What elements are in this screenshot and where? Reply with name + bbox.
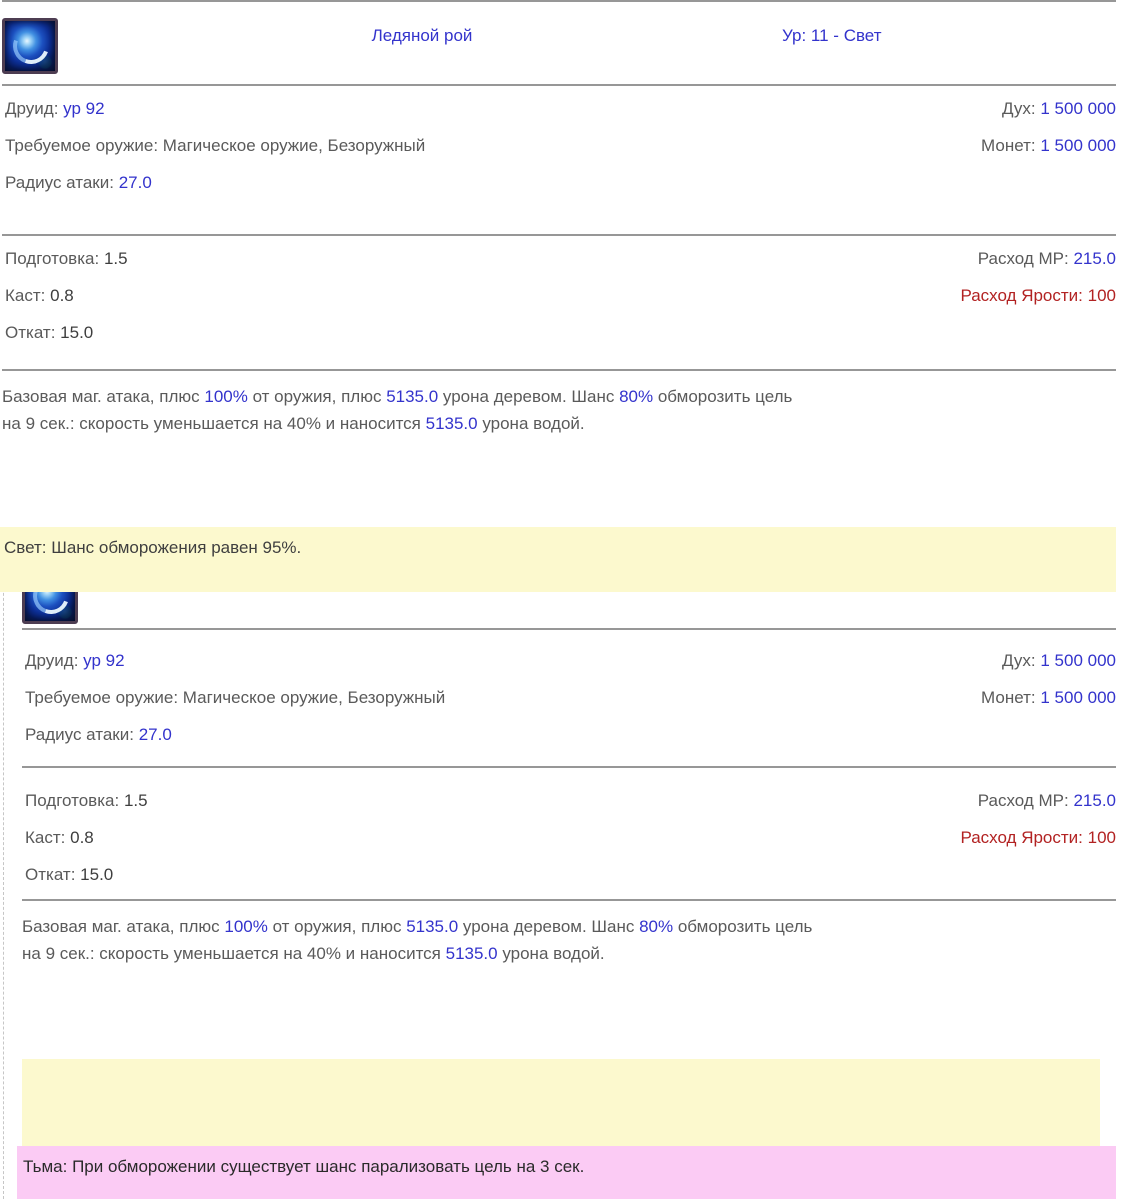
cast-label: Каст: (25, 828, 66, 847)
rage-value: 100 (1087, 286, 1116, 305)
cooldown-time (5, 314, 93, 351)
ice-swarm-icon (2, 18, 58, 74)
cast-row-cast (2, 277, 1116, 314)
coins-value: 1 500 000 (1040, 688, 1116, 707)
rage-value: 100 (1087, 828, 1116, 847)
mp-label: Расход MP: (977, 791, 1069, 810)
dark-mode-note: Тьма: При обморожении существует шанс парализовать цель на 3 сек. (17, 1146, 1116, 1199)
range-label: Радиус атаки: (25, 725, 134, 744)
cooldown-value: 15.0 (60, 323, 94, 342)
cast-time (5, 277, 74, 314)
weapon-value: Магическое оружие, Безоружный (182, 688, 446, 707)
skill-description: Базовая маг. атака, плюс 100% от оружия, плюс 5135.0 урона деревом. Шанс 80% обморозить цель на 9 сек.: скорость уменьшается на 40% и наносится 5135.0 урона водой. (22, 917, 813, 963)
icon-cell (2, 18, 62, 74)
class-requirement (25, 642, 125, 679)
requirements-block (2, 86, 1116, 234)
skill-card-dark (3, 568, 1116, 1199)
casting-block (2, 236, 1116, 369)
page (2, 0, 1116, 1199)
coins-value: 1 500 000 (1040, 136, 1116, 155)
cast-time (25, 819, 94, 856)
requirements-block (22, 630, 1116, 766)
skill-level-link[interactable]: Ур: 11 - Свет (782, 26, 882, 45)
weapon-label: Требуемое оружие: (5, 136, 159, 155)
prep-label: Подготовка: (5, 249, 100, 268)
mp-label: Расход MP: (977, 249, 1069, 268)
cast-row-cooldown (2, 314, 1116, 351)
req-row-weapon (22, 679, 1116, 716)
rage-cost (960, 277, 1116, 314)
range-label: Радиус атаки: (5, 173, 114, 192)
skill-description: Базовая маг. атака, плюс 100% от оружия, плюс 5135.0 урона деревом. Шанс 80% обморозить цель на 9 сек.: скорость уменьшается на 40% и наносится 5135.0 урона водой. (2, 387, 793, 433)
prep-time (5, 240, 128, 277)
attack-range (5, 164, 152, 201)
cast-label: Каст: (5, 286, 46, 305)
light-mode-note-empty (22, 1059, 1100, 1146)
skill-card-light (2, 0, 1116, 592)
cooldown-label: Откат: (25, 865, 76, 884)
coins-cost (981, 679, 1116, 716)
req-row-range (22, 716, 1116, 753)
cast-value: 0.8 (70, 828, 94, 847)
weapon-requirement (5, 127, 425, 164)
weapon-label: Требуемое оружие: (25, 688, 179, 707)
mp-cost (978, 240, 1116, 277)
spirit-label: Дух: (1002, 99, 1036, 118)
skill-title (62, 18, 782, 46)
coins-label: Монет: (981, 136, 1036, 155)
cooldown-time (25, 856, 113, 893)
casting-block (22, 768, 1116, 899)
mp-value: 215.0 (1073, 791, 1116, 810)
weapon-value: Магическое оружие, Безоружный (162, 136, 426, 155)
req-row-class (22, 642, 1116, 679)
skill-name-link[interactable]: Ледяной рой (371, 26, 473, 45)
rage-label: Расход Ярости: (960, 828, 1083, 847)
req-row-weapon (2, 127, 1116, 164)
coins-cost (981, 127, 1116, 164)
rage-cost (960, 819, 1116, 856)
spirit-label: Дух: (1002, 651, 1036, 670)
cast-row-prep (22, 782, 1116, 819)
cast-row-cooldown (22, 856, 1116, 893)
cast-value: 0.8 (50, 286, 74, 305)
class-label: Друид: (25, 651, 79, 670)
spirit-cost (1002, 90, 1116, 127)
cast-row-prep (2, 240, 1116, 277)
skill-level (782, 18, 1116, 46)
light-mode-note: Свет: Шанс обморожения равен 95%. (0, 527, 1116, 592)
prep-label: Подготовка: (25, 791, 120, 810)
class-value: ур 92 (83, 651, 125, 670)
req-row-class (2, 90, 1116, 127)
class-label: Друид: (5, 99, 59, 118)
mp-cost (978, 782, 1116, 819)
class-value: ур 92 (63, 99, 105, 118)
spirit-value: 1 500 000 (1040, 651, 1116, 670)
prep-time (25, 782, 148, 819)
cast-row-cast (22, 819, 1116, 856)
rage-label: Расход Ярости: (960, 286, 1083, 305)
cooldown-label: Откат: (5, 323, 56, 342)
range-value: 27.0 (118, 173, 152, 192)
spirit-cost (1002, 642, 1116, 679)
cooldown-value: 15.0 (80, 865, 114, 884)
coins-label: Монет: (981, 688, 1036, 707)
class-requirement (5, 90, 105, 127)
spirit-value: 1 500 000 (1040, 99, 1116, 118)
prep-value: 1.5 (123, 791, 148, 810)
weapon-requirement (25, 679, 445, 716)
prep-value: 1.5 (103, 249, 128, 268)
skill-header (2, 2, 1116, 84)
range-value: 27.0 (138, 725, 172, 744)
mp-value: 215.0 (1073, 249, 1116, 268)
req-row-range (2, 164, 1116, 201)
attack-range (25, 716, 172, 753)
